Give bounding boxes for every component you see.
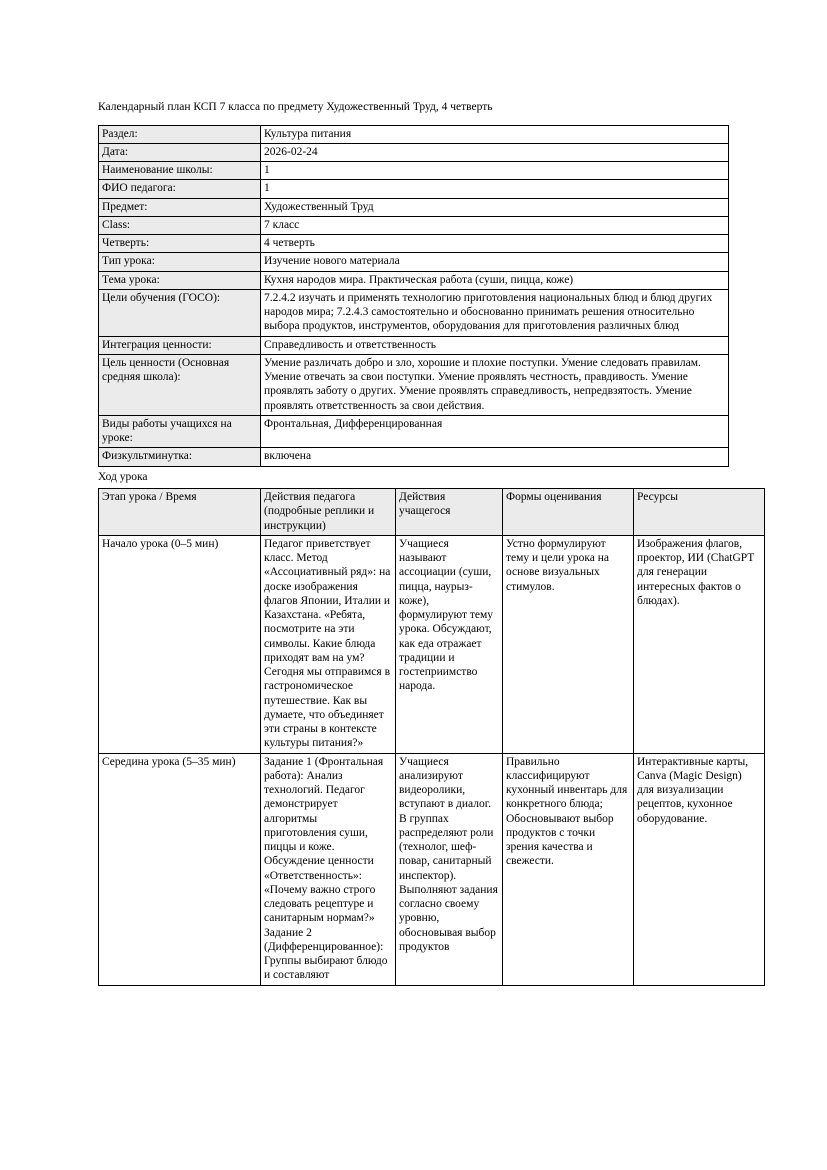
info-value: 2026-02-24 bbox=[261, 143, 729, 161]
cell-resources: Изображения флагов, проектор, ИИ (ChatGPT для генерации интересных фактов о блюдах). bbox=[634, 535, 765, 753]
info-value: Умение различать добро и зло, хорошие и плохие поступки. Умение следовать правилам. Умение отвечать за свои поступки. Умение проявлять честность, правдивость. Умение проявлять заботу о других. Умение проявлять справедливость, непредвзятость. Умение проявлять ответственность за свои действия. bbox=[261, 354, 729, 415]
cell-stage: Середина урока (5–35 мин) bbox=[99, 753, 261, 985]
info-label: ФИО педагога: bbox=[99, 180, 261, 198]
cell-student: Учащиеся анализируют видеоролики, вступают в диалог. В группах распределяют роли (технолог, шеф-повар, санитарный инспектор). Выполняют задания согласно своему уровню, обосновывая выбор продуктов bbox=[396, 753, 503, 985]
info-value: Культура питания bbox=[261, 125, 729, 143]
column-header-stage: Этап урока / Время bbox=[99, 489, 261, 536]
info-label: Виды работы учащихся на уроке: bbox=[99, 415, 261, 448]
info-label: Физкультминутка: bbox=[99, 448, 261, 466]
table-row bbox=[99, 336, 729, 354]
table-row bbox=[99, 162, 729, 180]
cell-assessment: Устно формулируют тему и цели урока на основе визуальных стимулов. bbox=[503, 535, 634, 753]
table-row bbox=[99, 289, 729, 336]
info-value: 1 bbox=[261, 162, 729, 180]
column-header-resources: Ресурсы bbox=[634, 489, 765, 536]
table-row bbox=[99, 753, 765, 985]
info-label: Раздел: bbox=[99, 125, 261, 143]
page-title: Календарный план КСП 7 класса по предмету Художественный Труд, 4 четверть bbox=[98, 101, 493, 113]
column-header-teacher: Действия педагога (подробные реплики и инструкции) bbox=[261, 489, 396, 536]
info-label: Четверть: bbox=[99, 235, 261, 253]
info-value: 1 bbox=[261, 180, 729, 198]
info-value: 7.2.4.2 изучать и применять технологию приготовления национальных блюд и блюд других народов мира; 7.2.4.3 самостоятельно и обоснованно принимать решения относительно выбора продуктов, инструментов, оборудования для приготовления различных блюд bbox=[261, 289, 729, 336]
cell-resources: Интерактивные карты, Canva (Magic Design) для визуализации рецептов, кухонное оборудование. bbox=[634, 753, 765, 985]
table-row bbox=[99, 180, 729, 198]
info-value: Кухня народов мира. Практическая работа (суши, пицца, коже) bbox=[261, 271, 729, 289]
info-label: Тема урока: bbox=[99, 271, 261, 289]
lesson-table-head bbox=[99, 489, 765, 536]
info-label: Дата: bbox=[99, 143, 261, 161]
lesson-info-table bbox=[98, 125, 729, 467]
info-label: Предмет: bbox=[99, 198, 261, 216]
info-value: Справедливость и ответственность bbox=[261, 336, 729, 354]
info-value: 7 класс bbox=[261, 216, 729, 234]
table-row bbox=[99, 235, 729, 253]
table-row bbox=[99, 535, 765, 753]
table-row bbox=[99, 253, 729, 271]
table-row bbox=[99, 415, 729, 448]
info-value: 4 четверть bbox=[261, 235, 729, 253]
lesson-table-body bbox=[99, 535, 765, 985]
table-row bbox=[99, 143, 729, 161]
cell-stage: Начало урока (0–5 мин) bbox=[99, 535, 261, 753]
table-row bbox=[99, 216, 729, 234]
section-heading: Ход урока bbox=[98, 470, 148, 483]
info-value: Художественный Труд bbox=[261, 198, 729, 216]
cell-teacher: Педагог приветствует класс. Метод «Ассоциативный ряд»: на доске изображения флагов Японии, Италии и Казахстана. «Ребята, посмотрите на эти символы. Какие блюда приходят вам на ум? Сегодня мы отправимся в гастрономическое путешествие. Как вы думаете, что объединяет эти страны в контексте культуры питания?» bbox=[261, 535, 396, 753]
lesson-plan-table bbox=[98, 488, 765, 986]
table-header-row bbox=[99, 489, 765, 536]
cell-assessment: Правильно классифицируют кухонный инвентарь для конкретного блюда; Обосновывают выбор продуктов с точки зрения качества и свежести. bbox=[503, 753, 634, 985]
info-label: Цель ценности (Основная средняя школа): bbox=[99, 354, 261, 415]
info-label: Наименование школы: bbox=[99, 162, 261, 180]
info-label: Тип урока: bbox=[99, 253, 261, 271]
cell-teacher: Задание 1 (Фронтальная работа): Анализ технологий. Педагог демонстрирует алгоритмы приготовления суши, пиццы и коже. Обсуждение ценности «Ответственность»: «Почему важно строго следовать рецептуре и санитарным нормам?» Задание 2 (Дифференцированное): Группы выбирают блюдо и составляют bbox=[261, 753, 396, 985]
info-value: Изучение нового материала bbox=[261, 253, 729, 271]
info-table-body bbox=[99, 125, 729, 466]
info-label: Цели обучения (ГОСО): bbox=[99, 289, 261, 336]
info-value: Фронтальная, Дифференцированная bbox=[261, 415, 729, 448]
table-row bbox=[99, 271, 729, 289]
cell-student: Учащиеся называют ассоциации (суши, пицца, наурыз-коже), формулируют тему урока. Обсуждают, как еда отражает традиции и гостеприимство народа. bbox=[396, 535, 503, 753]
info-value: включена bbox=[261, 448, 729, 466]
table-row bbox=[99, 448, 729, 466]
column-header-assessment: Формы оценивания bbox=[503, 489, 634, 536]
table-row bbox=[99, 198, 729, 216]
info-label: Интеграция ценности: bbox=[99, 336, 261, 354]
column-header-student: Действия учащегося bbox=[396, 489, 503, 536]
table-row bbox=[99, 125, 729, 143]
table-row bbox=[99, 354, 729, 415]
info-label: Class: bbox=[99, 216, 261, 234]
